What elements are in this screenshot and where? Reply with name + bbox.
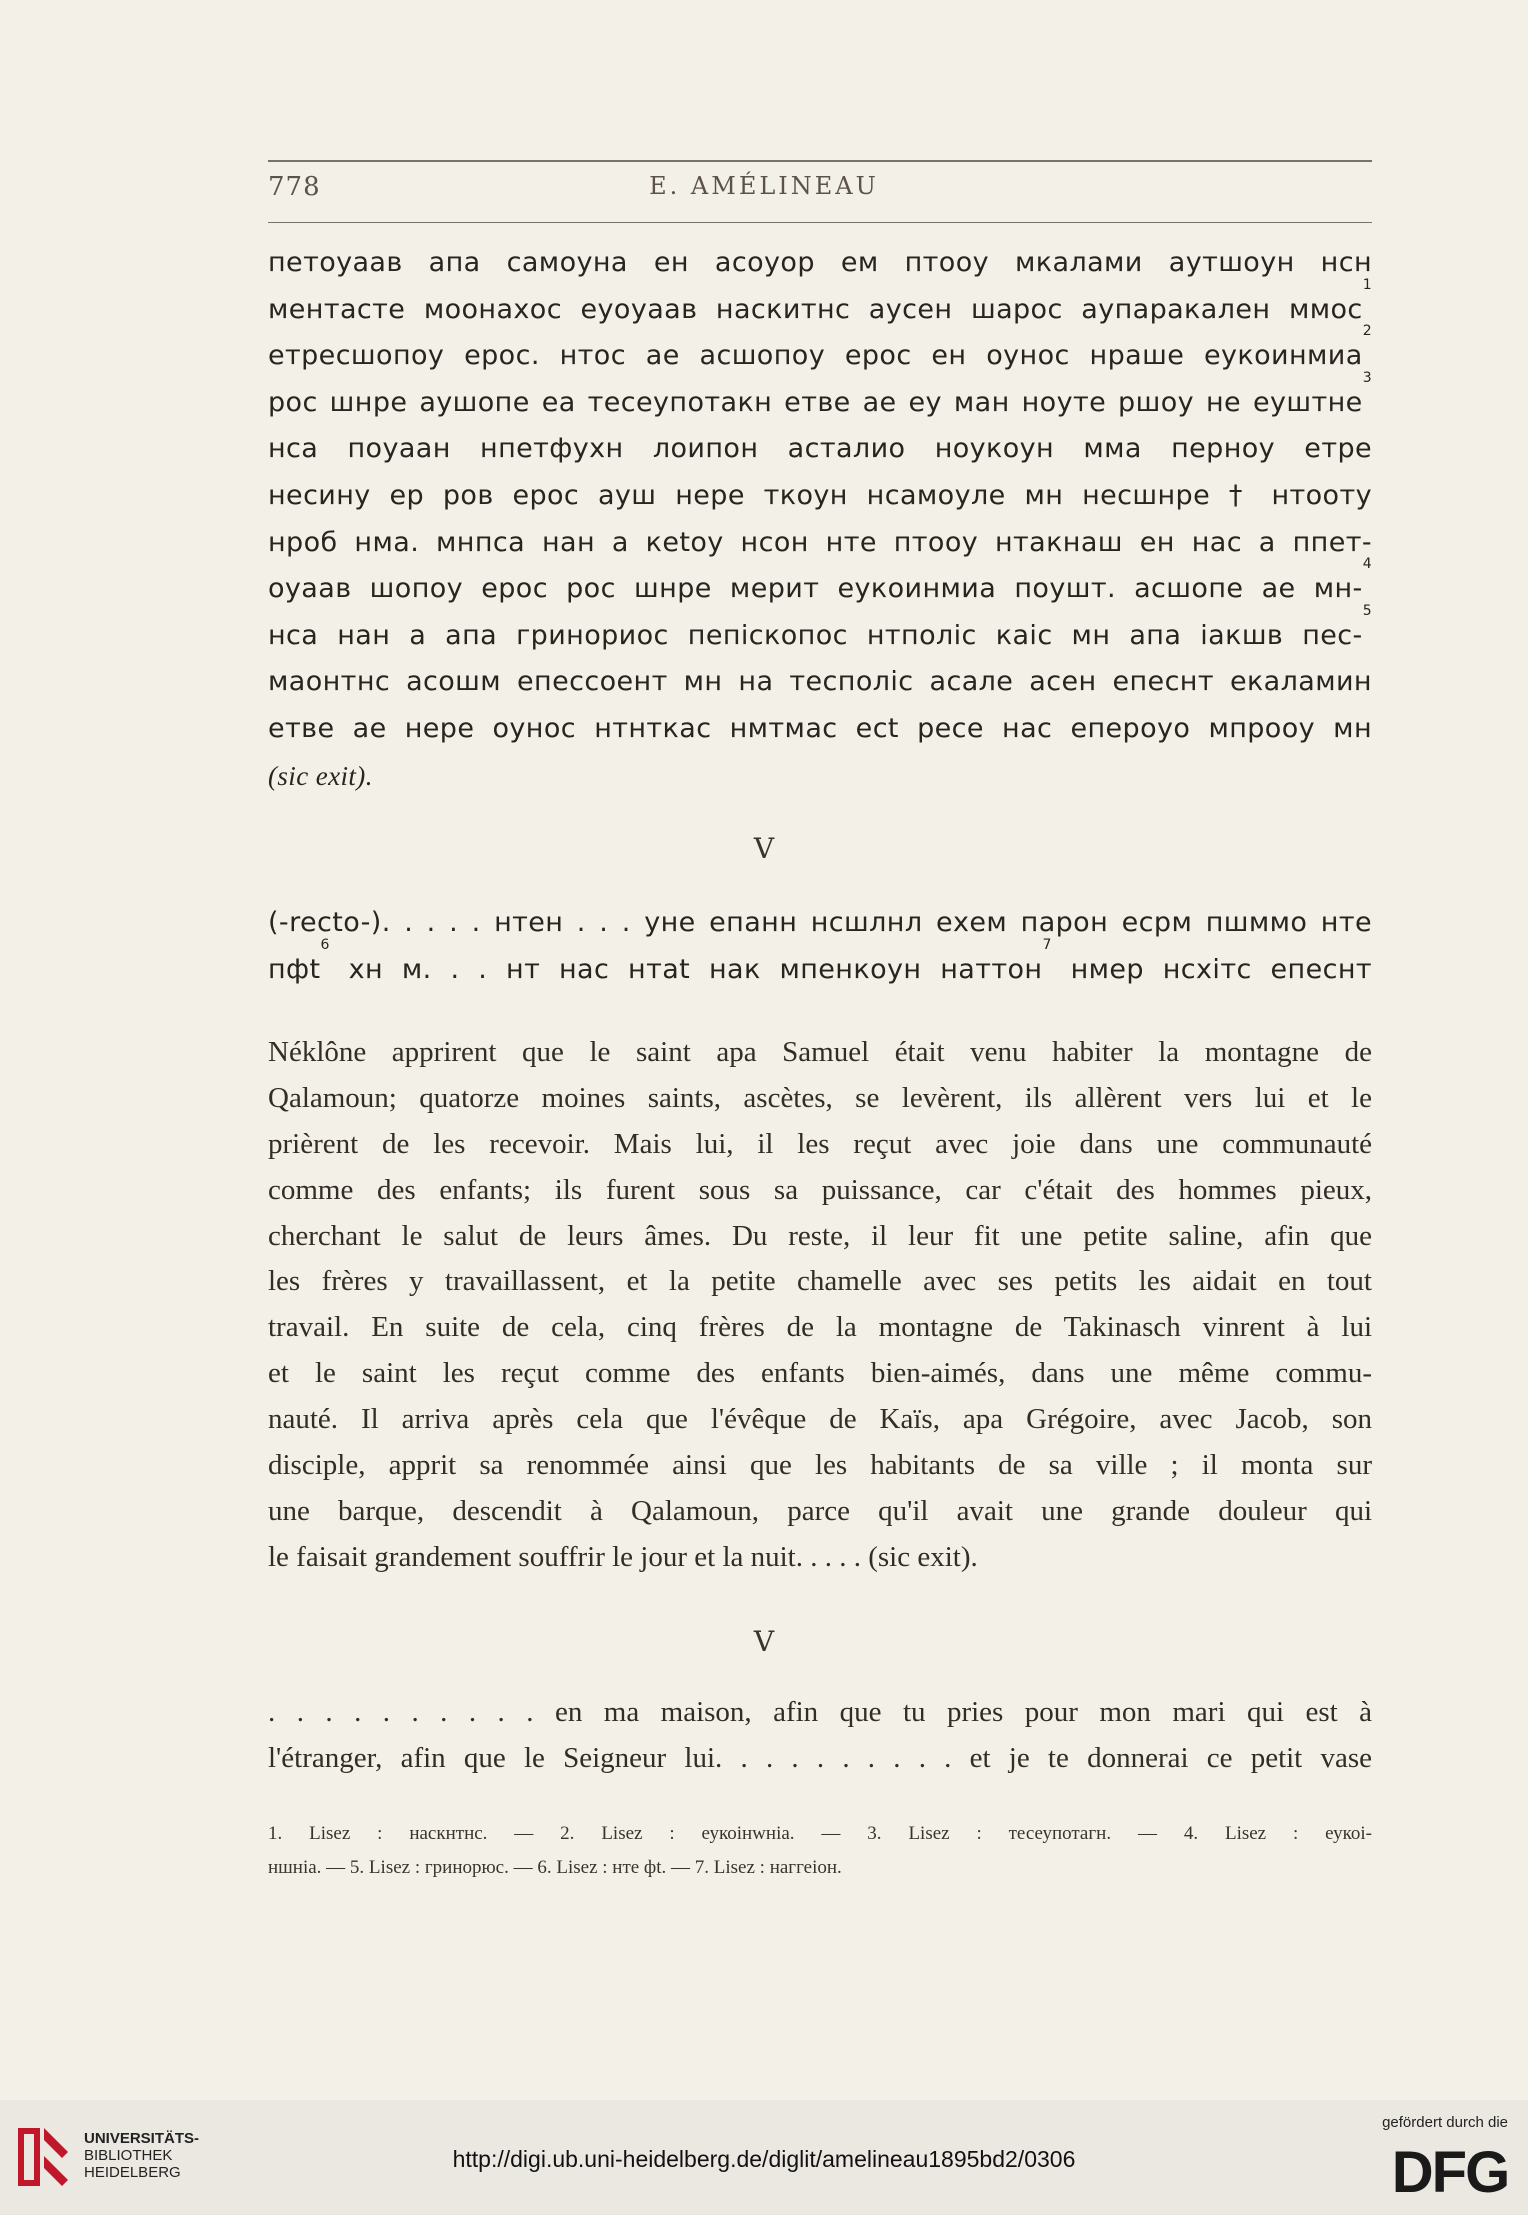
coptic-line: нса нан а апа гринориос пепіскопос нтполіс каіс мн апа іакшв пес-$^5$ (268, 602, 1372, 651)
coptic-line: ментасте моонахос еуоуаав наскитнс аусен шарос аупаракален ммос$^1$ (268, 276, 1372, 325)
coptic-line: рос шнре аушопе еа тесеупотакн етве ае еу ман ноуте ршоу не еуштне$^3$ (268, 369, 1372, 418)
paragraph-line: disciple, apprit sa renommée ainsi que les habitants de sa ville ; il monta sur (268, 1449, 1372, 1482)
section-heading: V (753, 1625, 775, 1658)
footnote-ref: 3 (1362, 369, 1372, 386)
paragraph-line: comme des enfants; ils furent sous sa puissance, car c'était des hommes pieux, (268, 1173, 1372, 1206)
paragraph-line: Qalamoun; quatorze moines saints, ascètes, se levèrent, ils allèrent vers lui et le (268, 1081, 1372, 1114)
footnote-ref: 2 (1362, 323, 1372, 340)
paragraph-line: . . . . . . . . . . en ma maison, afin que tu pries pour mon mari qui est à (268, 1696, 1372, 1728)
footnotes (268, 1817, 1372, 1885)
header-rule (268, 222, 1372, 223)
sponsor-label: gefördert durch die (1382, 2114, 1508, 2131)
library-name: UNIVERSITÄTS- BIBLIOTHEK HEIDELBERG (84, 2130, 200, 2181)
digitization-footer (0, 2100, 1528, 2215)
coptic-line: нса поуаан нпетфухн лоипон асталио ноукоун мма перноу етре (268, 433, 1372, 465)
page-number: 778 (268, 172, 321, 202)
coptic-text-block (268, 240, 1372, 799)
source-url-link[interactable]: http://digi.ub.uni-heidelberg.de/diglit/amelineau1895bd2/0306 (452, 2146, 1076, 2172)
paragraph-line: et le saint les reçut comme des enfants bien-aimés, dans une même commu- (268, 1357, 1372, 1390)
coptic-line: маонтнс асошм епессоент мн на тесполіс асале асен епеснт екаламин (268, 666, 1372, 698)
coptic-line: петоуаав апа самоуна ен асоуор ем птооу мкалами аутшоун нсн (268, 247, 1372, 278)
paragraph-line: le faisait grandement souffrir le jour et la nuit. . . . . (sic exit). (268, 1540, 978, 1573)
paragraph-line: une barque, descendit à Qalamoun, parce qu'il avait une grande douleur qui (268, 1494, 1372, 1527)
top-rule (268, 160, 1372, 162)
footnote-ref: 5 (1362, 602, 1372, 619)
footnote-ref: 1 (1362, 276, 1372, 293)
recto-line: пфt$^6$ хн м. . . нт нас нтаt нак мпенкоун наттон$^7$ нмер нсхітс епеснт (268, 936, 1373, 985)
paragraph-line: les frères y travaillassent, et la petite chamelle avec ses petits les aidait en tout (268, 1265, 1372, 1298)
dfg-logo-icon (1392, 2140, 1508, 2202)
paragraph-line: prièrent de les recevoir. Mais lui, il les reçut avec joie dans une communauté (268, 1127, 1372, 1160)
footnote-line: 1. Lisez : наскнтнс. — 2. Lisez : еукоінwніа. — 3. Lisez : тесеупотагн. — 4. Lisez : еукоі- (268, 1823, 1372, 1844)
paragraph-line: nauté. Il arriva après cela que l'évêque de Kaïs, apa Grégoire, avec Jacob, son (268, 1403, 1372, 1436)
recto-block (268, 900, 1372, 993)
paragraph-line: cherchant le salut de leurs âmes. Du reste, il leur fit une petite saline, afin que (268, 1219, 1372, 1252)
paragraph-line: travail. En suite de cela, cinq frères de la montagne de Takinasch vinrent à lui (268, 1311, 1372, 1344)
french-translation-1 (268, 1030, 1372, 1581)
section-heading: V (753, 832, 775, 865)
coptic-line: нроб нма. мнпса нан а кеtоу нсон нте птооу нтакнаш ен нас а ппет- (268, 526, 1372, 558)
footnote-line: ншніа. — 5. Lisez : гринорюс. — 6. Lisez : нте фt. — 7. Lisez : наггеіон. (268, 1857, 842, 1878)
coptic-line: етресшопоу ерос. нтос ае асшопоу ерос ен оунос нраше еукоинмиа$^2$ (268, 323, 1372, 372)
coptic-line: оуаав шопоу ерос рос шнре мерит еукоинмиа поушт. асшопе ае мн-$^4$ (268, 556, 1372, 605)
french-translation-2 (268, 1690, 1372, 1782)
coptic-line: несину ер ров ерос ауш нере ткоун нсамоуле мн несшнре † нтооту (268, 479, 1372, 511)
coptic-line: етве ае нере оунос нтнткас нмтмас есt ресе нас епероуо мпрооу мн (268, 712, 1372, 744)
sic-exit-note: (sic exit). (268, 760, 373, 791)
recto-line: (-recto-). . . . . нтен . . . уне епанн нсшлнл ехем парон есрм пшммо нте (268, 907, 1372, 938)
paragraph-line: Néklône apprirent que le saint apa Samuel était venu habiter la montagne de (268, 1036, 1372, 1068)
running-title: E. AMÉLINEAU (649, 172, 879, 200)
paragraph-line: l'étranger, afin que le Seigneur lui. . . . . . . . . . et je te donnerai ce petit vase (268, 1741, 1372, 1774)
footnote-ref: 4 (1362, 556, 1372, 573)
dfg-logo-text: DFG (1392, 2140, 1508, 2202)
